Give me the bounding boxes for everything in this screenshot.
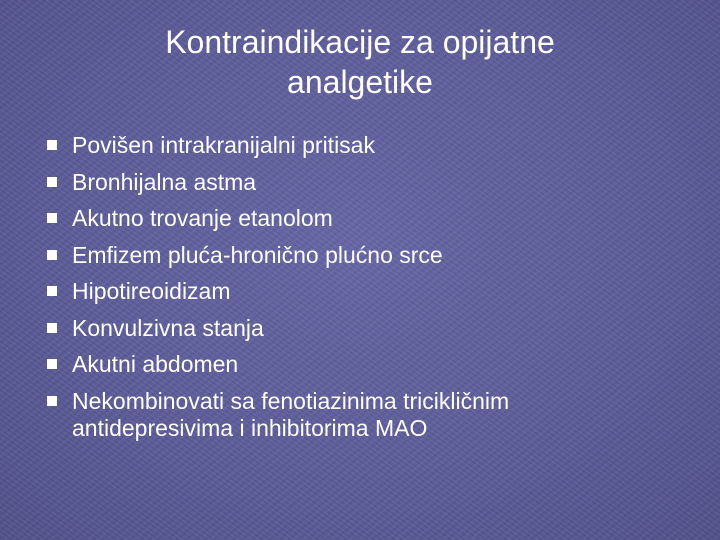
list-item [44, 310, 684, 347]
title-line-1: Kontraindikacije za opijatne [165, 24, 555, 60]
square-bullet-icon [47, 140, 57, 150]
list-item [44, 164, 684, 201]
list-item [44, 383, 684, 442]
bullet-text-line-1: Nekombinovati sa fenotiazinima tricikličnim [72, 387, 510, 414]
slide-title [60, 22, 660, 102]
square-bullet-icon [47, 359, 57, 369]
bullet-text: Akutno trovanje etanolom [72, 205, 333, 231]
square-bullet-icon [47, 396, 57, 406]
list-item [44, 273, 684, 310]
list-item [44, 346, 684, 383]
bullet-text: Hipotireoidizam [72, 278, 231, 304]
list-item [44, 200, 684, 237]
bullet-text: Emfizem pluća-hronično plućno srce [72, 241, 443, 268]
bullet-list [44, 127, 684, 442]
bullet-text: Konvulzivna stanja [72, 314, 264, 341]
square-bullet-icon [47, 250, 57, 260]
square-bullet-icon [47, 177, 57, 187]
square-bullet-icon [47, 213, 57, 223]
square-bullet-icon [47, 286, 57, 296]
bullet-text: Bronhijalna astma [72, 168, 257, 195]
title-line-2: analgetike [287, 64, 433, 100]
square-bullet-icon [47, 323, 57, 333]
bullet-text: Akutni abdomen [72, 351, 239, 377]
list-item [44, 127, 684, 164]
bullet-text: Povišen intrakranijalni pritisak [72, 132, 375, 158]
list-item [44, 237, 684, 274]
bullet-text-line-2: antidepresivima i inhibitorima MAO [72, 414, 428, 441]
